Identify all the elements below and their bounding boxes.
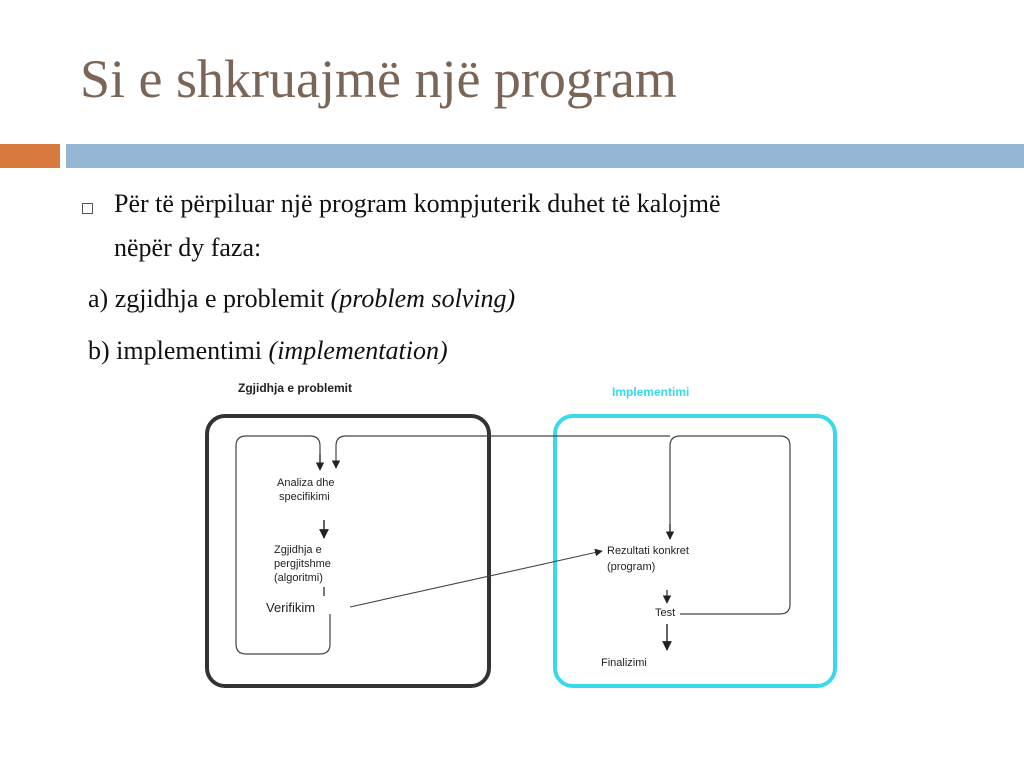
implementation-box	[555, 416, 835, 686]
node-analiza-line1: Analiza dhe	[277, 477, 335, 489]
slide-title: Si e shkruajmë një program	[80, 49, 677, 109]
node-verifikim: Verifikim	[266, 600, 316, 615]
node-zgjidhja-line2: pergjitshme	[274, 558, 331, 570]
item-a-text: a) zgjidhja e problemit	[88, 284, 331, 313]
node-rezultati-line2: (program)	[607, 561, 656, 573]
title-accent-orange	[0, 144, 60, 168]
node-zgjidhja-line3: (algoritmi)	[274, 572, 323, 584]
item-b	[88, 336, 448, 366]
node-rezultati-line1: Rezultati konkret	[607, 545, 689, 557]
program-phases-diagram	[200, 374, 850, 694]
node-zgjidhja-line1: Zgjidhja e	[274, 544, 322, 556]
title-accent-blue	[66, 144, 1024, 168]
right-phase-title: Implementimi	[612, 385, 690, 399]
node-test: Test	[655, 607, 676, 619]
bullet-line-2: nëpër dy faza:	[114, 233, 262, 262]
left-phase-title: Zgjidhja e problemit	[238, 381, 353, 395]
return-connector-line	[336, 436, 670, 468]
bullet-line-1: Për të përpiluar një program kompjuterik duhet të kalojmë	[114, 189, 721, 218]
item-a-italic: (problem solving)	[330, 284, 516, 313]
bullet-square-icon	[82, 203, 93, 214]
problem-solving-box	[207, 416, 489, 686]
item-a	[88, 284, 515, 314]
arrow-verifikim-to-rezultati	[350, 551, 602, 607]
right-loop-line	[670, 436, 790, 614]
node-finalizimi: Finalizimi	[601, 657, 647, 669]
item-b-italic: (implementation)	[268, 336, 448, 365]
item-b-text: b) implementimi	[88, 336, 269, 365]
node-analiza-line2: specifikimi	[279, 491, 330, 503]
